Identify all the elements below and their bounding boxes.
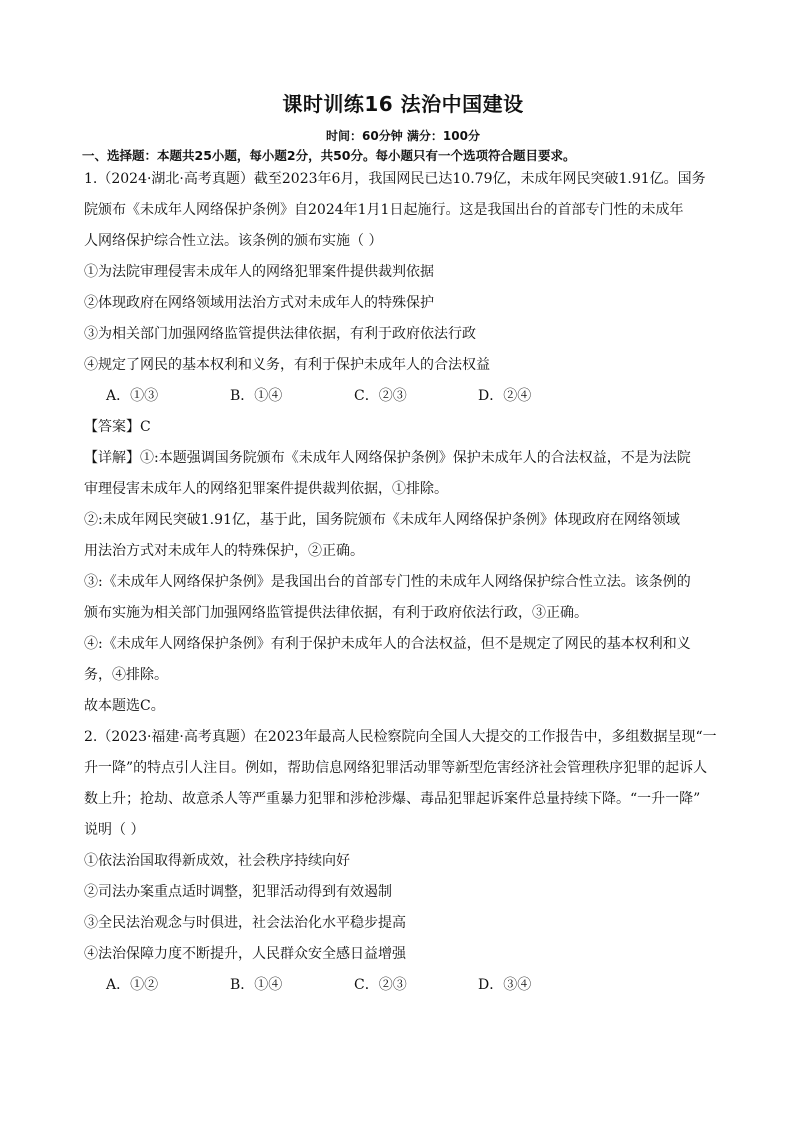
q1-option-c: C．②③ xyxy=(354,388,407,404)
q1-stem-line: 院颁布《未成年人网络保护条例》自2024年1月1日起施行。这是我国出台的首部专门性的未成年 xyxy=(84,202,684,218)
q1-statement-1: ①为法院审理侵害未成年人的网络犯罪案件提供裁判依据 xyxy=(84,264,434,280)
q1-explanation-line: 颁布实施为相关部门加强网络监管提供法律依据，有利于政府依法行政，③正确。 xyxy=(84,605,588,621)
q1-explanation-line: ③:《未成年人网络保护条例》是我国出台的首部专门性的未成年人网络保护综合性立法。该条例的 xyxy=(84,574,691,590)
section-heading: 一、选择题：本题共25小题，每小题2分，共50分。每小题只有一个选项符合题目要求。 xyxy=(82,148,576,163)
q1-explanation-line: 用法治方式对未成年人的特殊保护，②正确。 xyxy=(84,543,364,559)
q1-explanation-line: 审理侵害未成年人的网络犯罪案件提供裁判依据，①排除。 xyxy=(84,481,448,497)
q1-option-b: B．①④ xyxy=(230,388,283,404)
q2-option-a: A．①② xyxy=(106,977,159,993)
q1-explanation-line: 【详解】①:本题强调国务院颁布《未成年人网络保护条例》保护未成年人的合法权益，不是为法院 xyxy=(84,450,691,466)
q2-options xyxy=(84,970,722,1001)
q1-options xyxy=(84,381,722,412)
q2-option-c: C．②③ xyxy=(354,977,407,993)
q1-explanation-line: 务，④排除。 xyxy=(84,667,168,683)
q2-stem-line: 升一降”的特点引人注目。例如，帮助信息网络犯罪活动罪等新型危害经济社会管理秩序犯罪的起诉人 xyxy=(84,760,708,776)
q1-conclusion: 故本题选C。 xyxy=(84,698,165,714)
page-title: 课时训练16 法治中国建设 xyxy=(282,92,524,116)
q1-explanation-line: ④:《未成年人网络保护条例》有利于保护未成年人的合法权益，但不是规定了网民的基本权利和义 xyxy=(84,636,691,652)
question-2 xyxy=(84,722,722,1001)
q1-answer: 【答案】C xyxy=(84,419,151,435)
q2-stem-line: 2.（2023·福建·高考真题）在2023年最高人民检察院向全国人大提交的工作报告中，多组数据呈现“一 xyxy=(84,729,717,745)
q1-option-d: D．②④ xyxy=(478,388,532,404)
q1-stem-line: 1.（2024·湖北·高考真题）截至2023年6月，我国网民已达10.79亿，未成年网民突破1.91亿。国务 xyxy=(84,171,706,187)
q2-statement-2: ②司法办案重点适时调整，犯罪活动得到有效遏制 xyxy=(84,884,392,900)
exam-time-score: 时间：60分钟 满分：100分 xyxy=(326,129,480,143)
q2-option-b: B．①④ xyxy=(230,977,283,993)
q1-stem-line: 人网络保护综合性立法。该条例的颁布实施（ ） xyxy=(84,233,383,249)
q2-statement-4: ④法治保障力度不断提升，人民群众安全感日益增强 xyxy=(84,946,406,962)
q1-statement-2: ②体现政府在网络领域用法治方式对未成年人的特殊保护 xyxy=(84,295,434,311)
q2-statement-1: ①依法治国取得新成效，社会秩序持续向好 xyxy=(84,853,350,869)
q1-explanation-line: ②:未成年网民突破1.91亿，基于此，国务院颁布《未成年人网络保护条例》体现政府在网络领域 xyxy=(84,512,680,528)
q2-stem-line: 数上升；抢劫、故意杀人等严重暴力犯罪和涉枪涉爆、毒品犯罪起诉案件总量持续下降。“一升一降” xyxy=(84,791,701,807)
q2-stem-line: 说明（ ） xyxy=(84,822,145,838)
q2-option-d: D．③④ xyxy=(478,977,532,993)
q1-statement-4: ④规定了网民的基本权利和义务，有利于保护未成年人的合法权益 xyxy=(84,357,490,373)
q1-statement-3: ③为相关部门加强网络监管提供法律依据，有利于政府依法行政 xyxy=(84,326,476,342)
question-1 xyxy=(84,164,722,722)
q1-option-a: A．①③ xyxy=(106,388,159,404)
q2-statement-3: ③全民法治观念与时俱进，社会法治化水平稳步提高 xyxy=(84,915,406,931)
